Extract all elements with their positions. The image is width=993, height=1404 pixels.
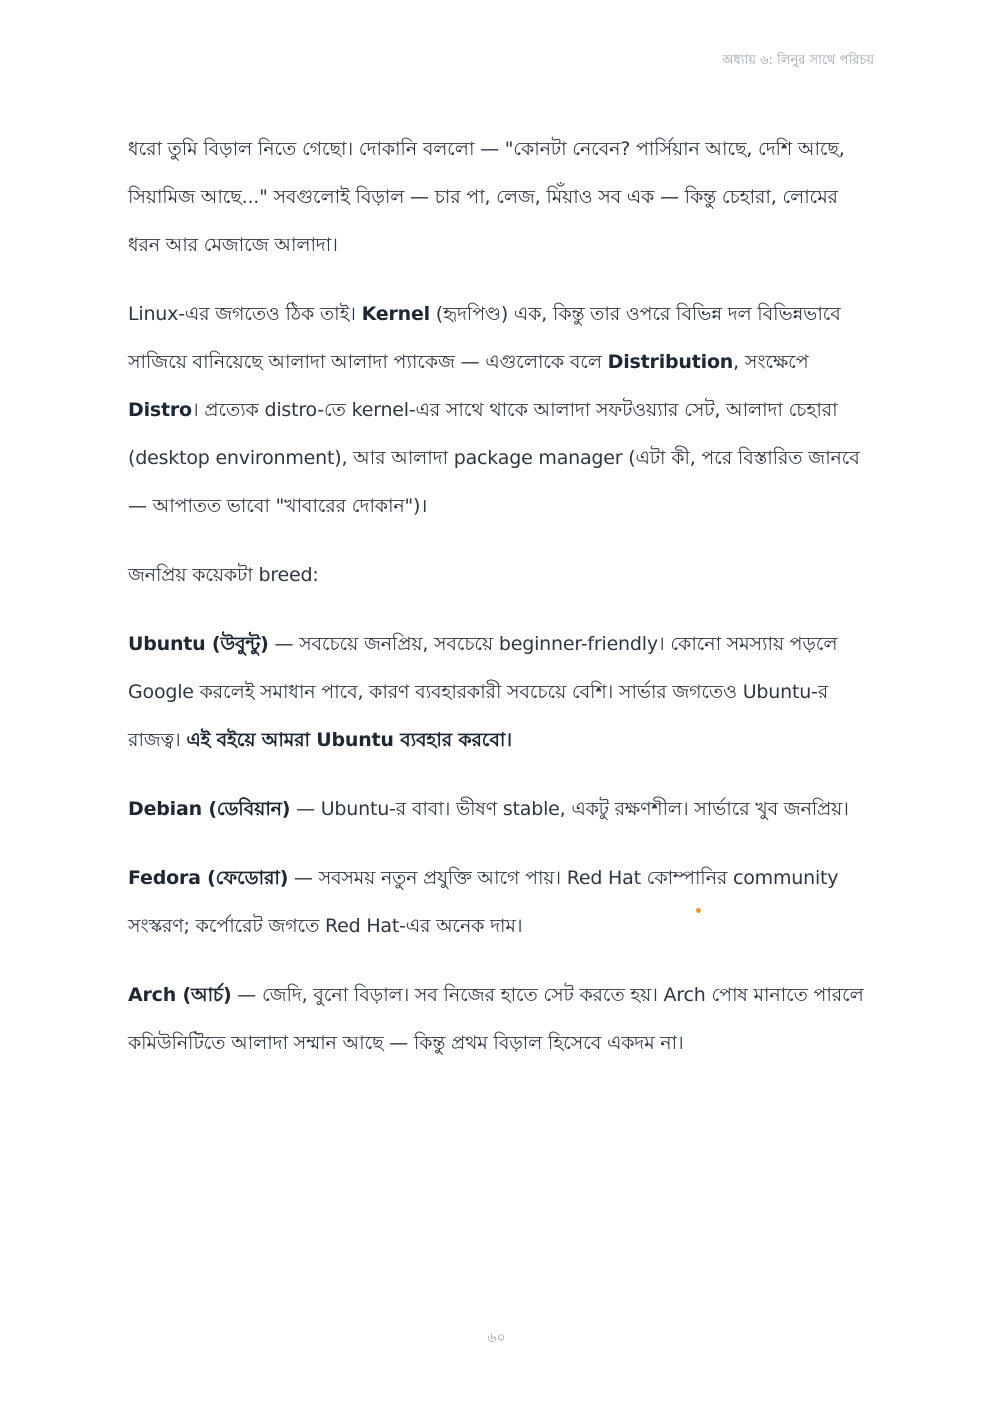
debian-description: — Ubuntu-র বাবা। ভীষণ stable, একটু রক্ষণশীল। সার্ভারে খুব জনপ্রিয়। — [290, 798, 849, 820]
linux-text-2: (হৃদপিণ্ড) এক, কিন্তু তার ওপরে বিভিন্ন দল বিভিন্নভাবে সাজিয়ে বানিয়েছে আলাদা আলাদা প্যাকেজ — এগুলোকে বলে — [128, 303, 841, 373]
fedora-description: — সবসময় নতুন প্রযুক্তি আগে পায়। Red Hat কোম্পানির community সংস্করণ; কর্পোরেট জগতে Red Hat-এর অনেক দাম। — [128, 867, 839, 937]
linux-text-1: Linux-এর জগতেও ঠিক তাই। — [128, 303, 362, 325]
linux-text-3: , সংক্ষেপে — [733, 351, 809, 373]
page-number: ৬০ — [487, 1330, 506, 1346]
ubuntu-paragraph — [128, 620, 868, 764]
distribution-term: Distribution — [607, 351, 734, 373]
marker-dot — [696, 908, 701, 913]
running-header: অধ্যায় ৬: লিনুর সাথে পরিচয় — [722, 53, 874, 68]
distro-term: Distro — [128, 399, 192, 421]
ubuntu-emphasis: এই বইয়ে আমরা Ubuntu ব্যবহার করবো। — [186, 729, 512, 751]
kernel-term: Kernel — [361, 303, 430, 325]
page-body — [128, 125, 868, 1088]
intro-paragraph: ধরো তুমি বিড়াল নিতে গেছো। দোকানি বললো — "কোনটা নেবেন? পার্সিয়ান আছে, দেশি আছে, সিয়ামিজ আছে..." সবগুলোই বিড়াল — চার পা, লেজ, মিঁয়াও সব এক — কিন্তু চেহারা, লোমের ধরন আর মেজাজে আলাদা। — [128, 138, 845, 256]
linux-distro-paragraph — [128, 290, 868, 530]
debian-paragraph — [128, 785, 868, 833]
debian-name: Debian (ডেবিয়ান) — [128, 798, 291, 820]
arch-paragraph — [128, 971, 868, 1067]
fedora-paragraph — [128, 854, 868, 950]
ubuntu-name: Ubuntu (উবুন্টু) — [128, 633, 269, 655]
fedora-name: Fedora (ফেডোরা) — [128, 867, 289, 889]
arch-description: — জেদি, বুনো বিড়াল। সব নিজের হাতে সেট করতে হয়। Arch পোষ মানাতে পারলে কমিউনিটিতে আলাদা সম্মান আছে — কিন্তু প্রথম বিড়াল হিসেবে একদম না। — [128, 984, 864, 1054]
ubuntu-description: — সবচেয়ে জনপ্রিয়, সবচেয়ে beginner-friendly। কোনো সমস্যায় পড়লে Google করলেই সমাধান পাবে, কারণ ব্যবহারকারী সবচেয়ে বেশি। সার্ভার জগতেও Ubuntu-র রাজত্ব। — [128, 633, 838, 751]
breeds-intro-paragraph: জনপ্রিয় কয়েকটা breed: — [128, 564, 319, 586]
linux-text-4: । প্রত্যেক distro-তে kernel-এর সাথে থাকে আলাদা সফটওয়্যার সেট, আলাদা চেহারা (desktop environment), আর আলাদা package manager (এটা কী, পরে বিস্তারিত জানবে — আপাতত ভাবো "খাবারের দোকান")। — [128, 399, 860, 517]
arch-name: Arch (আর্চ) — [128, 984, 232, 1006]
